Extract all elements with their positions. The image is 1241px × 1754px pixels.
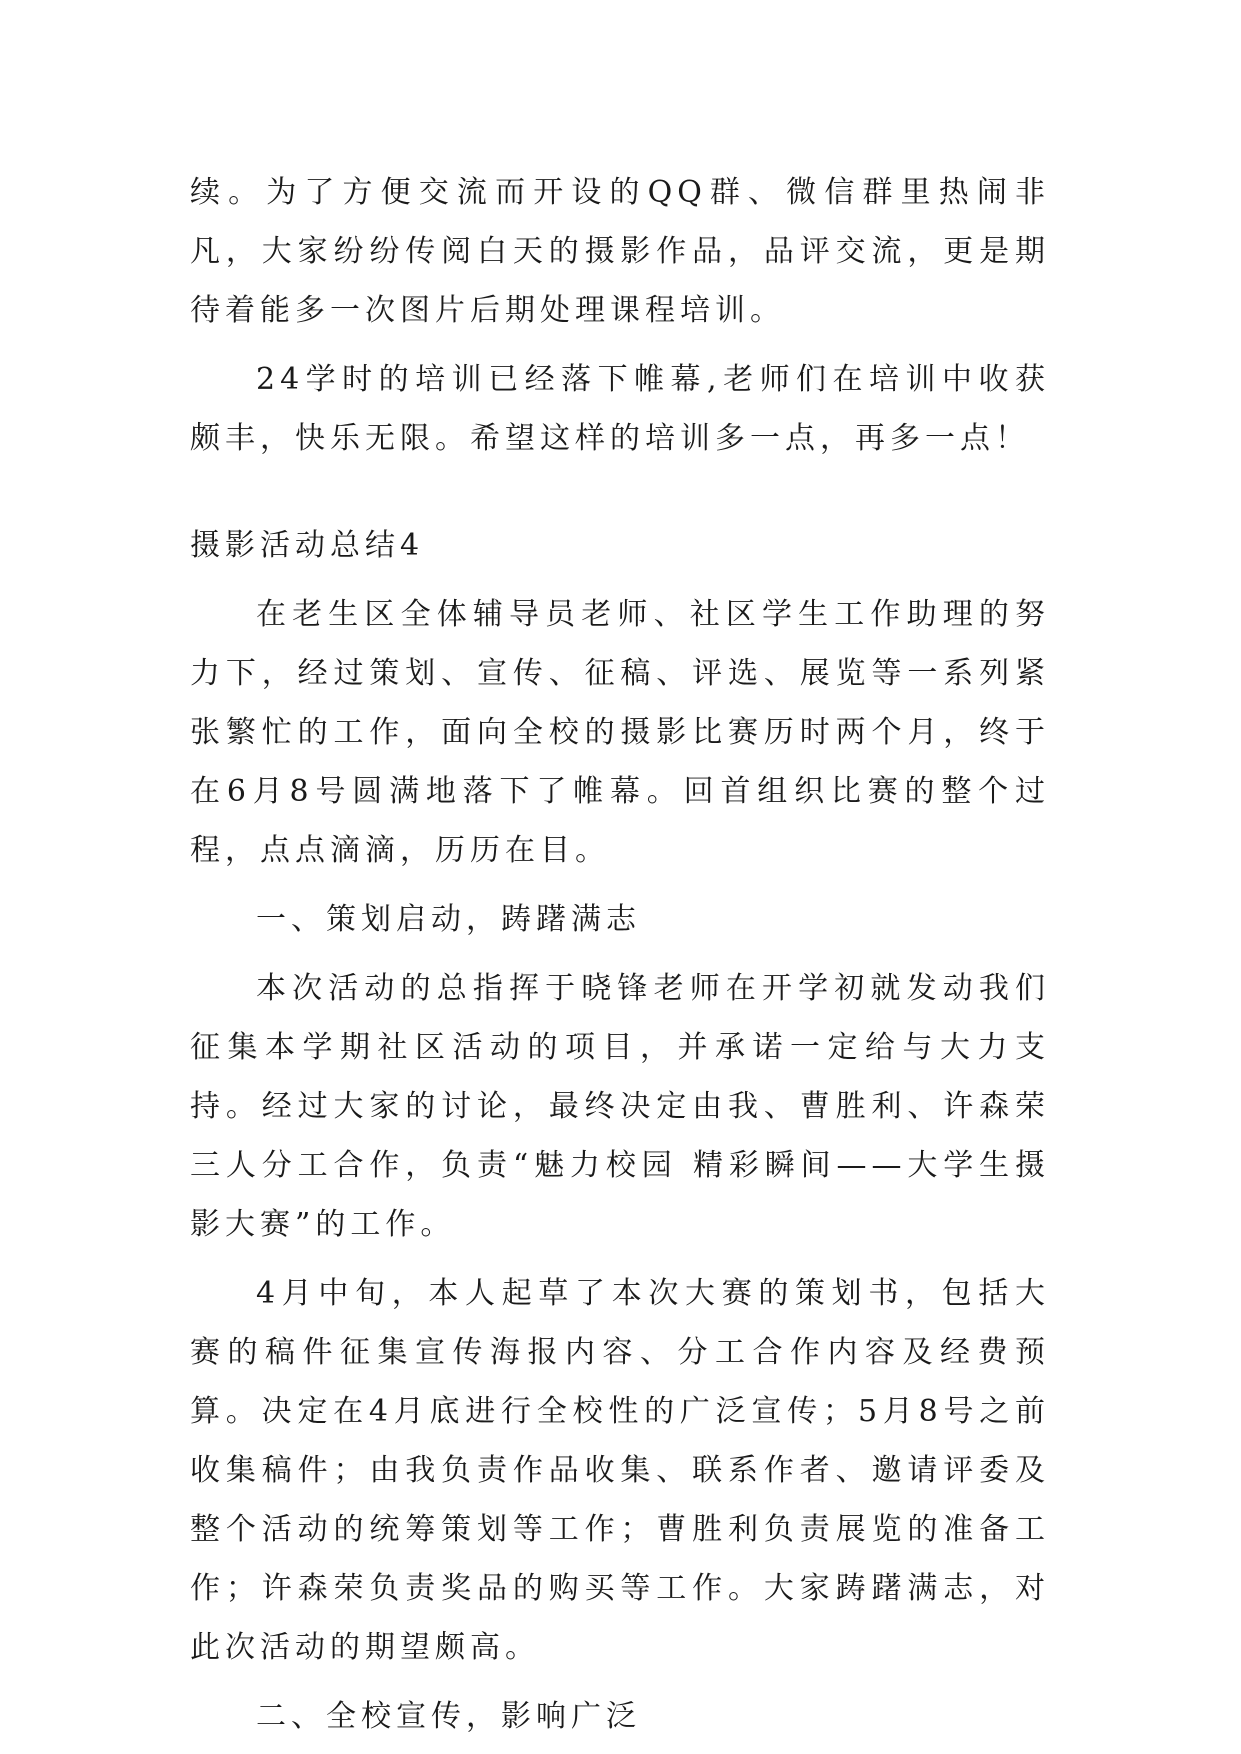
paragraph-continued: 续。为了方便交流而开设的QQ群、微信群里热闹非凡，大家纷纷传阅白天的摄影作品，品评交流，更是期待着能多一次图片后期处理课程培训。 xyxy=(190,175,1050,328)
subheading-publicity: 二、全校宣传，影响广泛 xyxy=(256,1699,641,1734)
paragraph-april: 4月中旬，本人起草了本次大赛的策划书，包括大赛的稿件征集宣传海报内容、分工合作内容及经费预算。决定在4月底进行全校性的广泛宣传；5月8号之前收集稿件；由我负责作品收集、联系作者、邀请评委及整个活动的统筹策划等工作；曹胜利负责展览的准备工作；许森荣负责奖品的购买等工作。大家踌躇满志，对此次活动的期望颇高。 xyxy=(190,1276,1050,1665)
section-title: 摄影活动总结4 xyxy=(190,528,425,563)
subheading-planning: 一、策划启动，踌躇满志 xyxy=(256,902,641,937)
paragraph-training-end: 24学时的培训已经落下帷幕,老师们在培训中收获颇丰，快乐无限。希望这样的培训多一点，再多一点！ xyxy=(190,362,1050,456)
paragraph-intro: 在老生区全体辅导员老师、社区学生工作助理的努力下，经过策划、宣传、征稿、评选、展览等一系列紧张繁忙的工作，面向全校的摄影比赛历时两个月，终于在6月8号圆满地落下了帷幕。回首组织比赛的整个过程，点点滴滴，历历在目。 xyxy=(190,597,1050,868)
paragraph-planning: 本次活动的总指挥于晓锋老师在开学初就发动我们征集本学期社区活动的项目，并承诺一定给与大力支持。经过大家的讨论，最终决定由我、曹胜利、许森荣三人分工合作，负责“魅力校园 精彩瞬间——大学生摄影大赛”的工作。 xyxy=(190,971,1050,1242)
document-body xyxy=(190,163,1050,1746)
